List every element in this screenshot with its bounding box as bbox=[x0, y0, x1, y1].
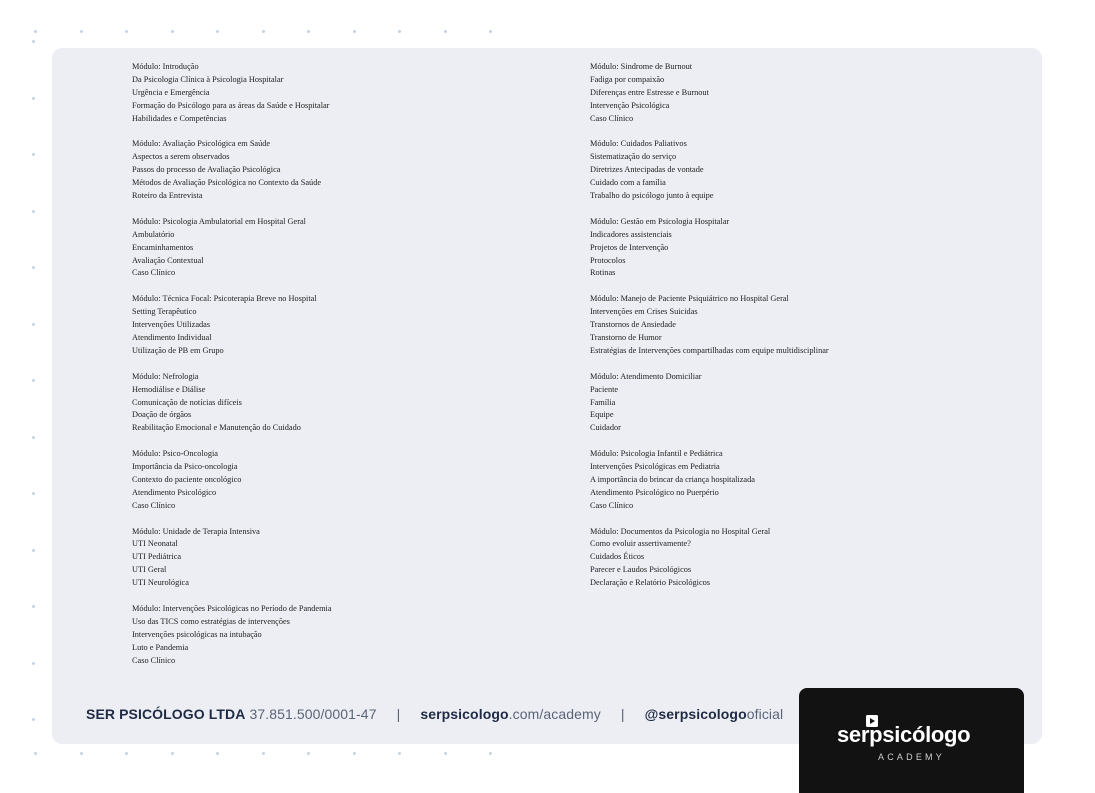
module-block bbox=[132, 293, 562, 358]
module-block bbox=[590, 61, 1000, 126]
module-title: Módulo: Avaliação Psicológica em Saúde bbox=[132, 139, 271, 149]
module-topic: Luto e Pandemia bbox=[132, 642, 189, 652]
module-block bbox=[590, 216, 1000, 281]
module-topic: Cuidador bbox=[590, 423, 621, 433]
social-handle[interactable] bbox=[645, 706, 784, 722]
module-topic: Passos do processo de Avaliação Psicológica bbox=[132, 165, 281, 175]
decorative-dot bbox=[32, 40, 35, 43]
decorative-dot bbox=[32, 718, 35, 721]
module-topic: Cuidados Éticos bbox=[590, 552, 645, 562]
decorative-dot bbox=[32, 97, 35, 100]
company-cnpj: 37.851.500/0001-47 bbox=[249, 706, 377, 722]
module-title: Módulo: Unidade de Terapia Intensiva bbox=[132, 526, 260, 536]
module-title: Módulo: Intervenções Psicológicas no Período de Pandemia bbox=[132, 603, 332, 613]
module-topic: Paciente bbox=[590, 384, 619, 394]
decorative-dot bbox=[32, 492, 35, 495]
module-title: Módulo: Sindrome de Burnout bbox=[590, 62, 693, 71]
module-topic: Projetos de Intervenção bbox=[590, 242, 669, 252]
module-topic: Doação de órgãos bbox=[132, 410, 192, 420]
module-topic: Equipe bbox=[590, 410, 614, 420]
module-title: Módulo: Gestão em Psicologia Hospitalar bbox=[590, 216, 730, 226]
module-title: Módulo: Técnica Focal: Psicoterapia Breve no Hospital bbox=[132, 294, 317, 304]
decorative-dot bbox=[489, 752, 492, 755]
module-block bbox=[132, 371, 562, 436]
module-title: Módulo: Cuidados Paliativos bbox=[590, 139, 687, 149]
module-topic: UTI Geral bbox=[132, 565, 167, 575]
module-topic: Utilização de PB em Grupo bbox=[132, 345, 224, 355]
module-topic: Intervenções psicológicas na intubação bbox=[132, 629, 262, 639]
decorative-dot bbox=[262, 752, 265, 755]
module-topic: Avaliação Contextual bbox=[132, 255, 204, 265]
module-topic: Transtorno de Humor bbox=[590, 332, 662, 342]
module-topic: Aspectos a serem observados bbox=[132, 152, 230, 162]
module-topic: Sistematização do serviço bbox=[590, 152, 677, 162]
module-topic: Intervenções Utilizadas bbox=[132, 320, 211, 330]
module-topic: Comunicação de notícias difíceis bbox=[132, 397, 242, 407]
module-topic: Atendimento Psicológico bbox=[132, 487, 217, 497]
decorative-dot bbox=[307, 30, 310, 33]
module-topic: UTI Neonatal bbox=[132, 539, 178, 549]
module-topic: Indicadores assistenciais bbox=[590, 229, 672, 239]
module-topic: Diretrizes Antecipadas de vontade bbox=[590, 165, 704, 175]
decorative-dot bbox=[398, 30, 401, 33]
module-topic: Formação do Psicólogo para as áreas da Saúde e Hospitalar bbox=[132, 100, 330, 110]
module-title: Módulo: Documentos da Psicologia no Hospital Geral bbox=[590, 526, 771, 536]
decorative-dot bbox=[32, 210, 35, 213]
decorative-dot bbox=[216, 752, 219, 755]
module-topic: Atendimento Psicológico no Puerpério bbox=[590, 487, 719, 497]
module-topic: Hemodiálise e Diálise bbox=[132, 384, 206, 394]
module-title: Módulo: Atendimento Domiciliar bbox=[590, 371, 702, 381]
module-topic: Estratégias de Intervenções compartilhadas com equipe multidisciplinar bbox=[590, 345, 829, 355]
site-link[interactable] bbox=[420, 706, 601, 722]
module-title: Módulo: Introdução bbox=[132, 62, 199, 71]
footer-separator: | bbox=[620, 706, 625, 722]
company-name: SER PSICÓLOGO LTDA bbox=[86, 706, 246, 722]
logo-wordmark: serpsicólogo bbox=[837, 722, 971, 747]
module-topic: Fadiga por compaixão bbox=[590, 74, 665, 84]
decorative-dot bbox=[216, 30, 219, 33]
module-block bbox=[590, 293, 1000, 358]
module-topic: Intervenção Psicológica bbox=[590, 100, 670, 110]
module-topic: Métodos de Avaliação Psicológica no Contexto da Saúde bbox=[132, 178, 322, 188]
module-block bbox=[590, 448, 1000, 513]
module-topic: Encaminhamentos bbox=[132, 242, 194, 252]
module-title: Módulo: Nefrologia bbox=[132, 371, 199, 381]
decorative-dot bbox=[262, 30, 265, 33]
module-topic: Diferenças entre Estresse e Burnout bbox=[590, 87, 709, 97]
module-topic: Urgência e Emergência bbox=[132, 87, 210, 97]
module-topic: Protocolos bbox=[590, 255, 626, 265]
decorative-dot bbox=[489, 30, 492, 33]
decorative-dots-bottom bbox=[34, 752, 504, 758]
logo-subtitle: ACADEMY bbox=[878, 752, 945, 762]
decorative-dot bbox=[32, 549, 35, 552]
decorative-dot bbox=[32, 266, 35, 269]
module-topic: Caso Clínico bbox=[132, 500, 176, 510]
module-block bbox=[590, 138, 1000, 203]
module-topic: Caso Clínico bbox=[590, 113, 634, 123]
decorative-dot bbox=[307, 752, 310, 755]
decorative-dot bbox=[32, 605, 35, 608]
decorative-dot bbox=[171, 752, 174, 755]
decorative-dot bbox=[125, 30, 128, 33]
decorative-dot bbox=[34, 752, 37, 755]
module-topic: UTI Neurológica bbox=[132, 578, 189, 588]
decorative-dot bbox=[80, 752, 83, 755]
modules-column-right bbox=[590, 61, 1000, 603]
module-topic: Ambulatório bbox=[132, 229, 175, 239]
decorative-dot bbox=[353, 30, 356, 33]
module-topic: Contexto do paciente oncológico bbox=[132, 474, 242, 484]
decorative-dot bbox=[444, 752, 447, 755]
decorative-dot bbox=[32, 379, 35, 382]
decorative-dot bbox=[34, 30, 37, 33]
decorative-dot bbox=[353, 752, 356, 755]
site-link-bold: serpsicologo bbox=[420, 706, 509, 722]
modules-column-left bbox=[132, 61, 562, 680]
module-title: Módulo: Manejo de Paciente Psiquiátrico no Hospital Geral bbox=[590, 294, 789, 304]
module-topic: Cuidado com a família bbox=[590, 178, 666, 188]
module-topic: Rotinas bbox=[590, 268, 616, 278]
decorative-dot bbox=[80, 30, 83, 33]
module-topic: Transtornos de Ansiedade bbox=[590, 320, 676, 330]
module-topic: Trabalho do psicólogo junto à equipe bbox=[590, 191, 714, 201]
module-block bbox=[132, 526, 562, 591]
module-topic: Família bbox=[590, 397, 616, 407]
decorative-dot bbox=[398, 752, 401, 755]
module-block bbox=[132, 448, 562, 513]
decorative-dot bbox=[444, 30, 447, 33]
footer-separator: | bbox=[396, 706, 401, 722]
module-block bbox=[132, 216, 562, 281]
module-title: Módulo: Psicologia Ambulatorial em Hospital Geral bbox=[132, 216, 306, 226]
decorative-dot bbox=[171, 30, 174, 33]
module-topic: Caso Clínico bbox=[132, 655, 176, 665]
module-title: Módulo: Psico-Oncologia bbox=[132, 449, 218, 459]
module-topic: Caso Clínico bbox=[590, 500, 634, 510]
module-topic: Atendimento Individual bbox=[132, 332, 212, 342]
module-topic: Declaração e Relatório Psicológicos bbox=[590, 578, 711, 588]
academy-logo bbox=[799, 688, 1024, 793]
module-block bbox=[132, 61, 562, 126]
module-topic: Parecer e Laudos Psicológicos bbox=[590, 565, 692, 575]
module-topic: Como evoluir assertivamente? bbox=[590, 539, 691, 549]
module-topic: A importância do brincar da criança hospitalizada bbox=[590, 474, 755, 484]
module-topic: Roteiro da Entrevista bbox=[132, 191, 203, 201]
module-topic: Setting Terapêutico bbox=[132, 307, 197, 317]
module-topic: Uso das TICS como estratégias de intervenções bbox=[132, 616, 290, 626]
decorative-dot bbox=[32, 662, 35, 665]
module-topic: Da Psicologia Clínica à Psicologia Hospitalar bbox=[132, 74, 284, 84]
footer-bar bbox=[86, 706, 783, 728]
decorative-dots-left bbox=[32, 40, 38, 760]
module-topic: Caso Clínico bbox=[132, 268, 176, 278]
decorative-dot bbox=[32, 436, 35, 439]
decorative-dots-top bbox=[34, 30, 504, 36]
module-topic: Habilidades e Competências bbox=[132, 113, 227, 123]
social-handle-rest: oficial bbox=[746, 706, 784, 722]
social-handle-bold: @serpsicologo bbox=[644, 706, 747, 722]
module-block bbox=[132, 603, 562, 668]
decorative-dot bbox=[32, 153, 35, 156]
module-block bbox=[132, 138, 562, 203]
module-block bbox=[590, 371, 1000, 436]
module-topic: Intervenções em Crises Suicidas bbox=[590, 307, 698, 317]
decorative-dot bbox=[32, 323, 35, 326]
module-topic: Importância da Psico-oncologia bbox=[132, 462, 238, 472]
module-topic: UTI Pediátrica bbox=[132, 552, 182, 562]
module-topic: Reabilitação Emocional e Manutenção do Cuidado bbox=[132, 423, 301, 433]
module-topic: Intervenções Psicológicas em Pediatria bbox=[590, 462, 720, 472]
site-link-rest: .com/academy bbox=[508, 706, 601, 722]
decorative-dot bbox=[125, 752, 128, 755]
module-block bbox=[590, 526, 1000, 591]
module-title: Módulo: Psicologia Infantil e Pediátrica bbox=[590, 449, 723, 459]
